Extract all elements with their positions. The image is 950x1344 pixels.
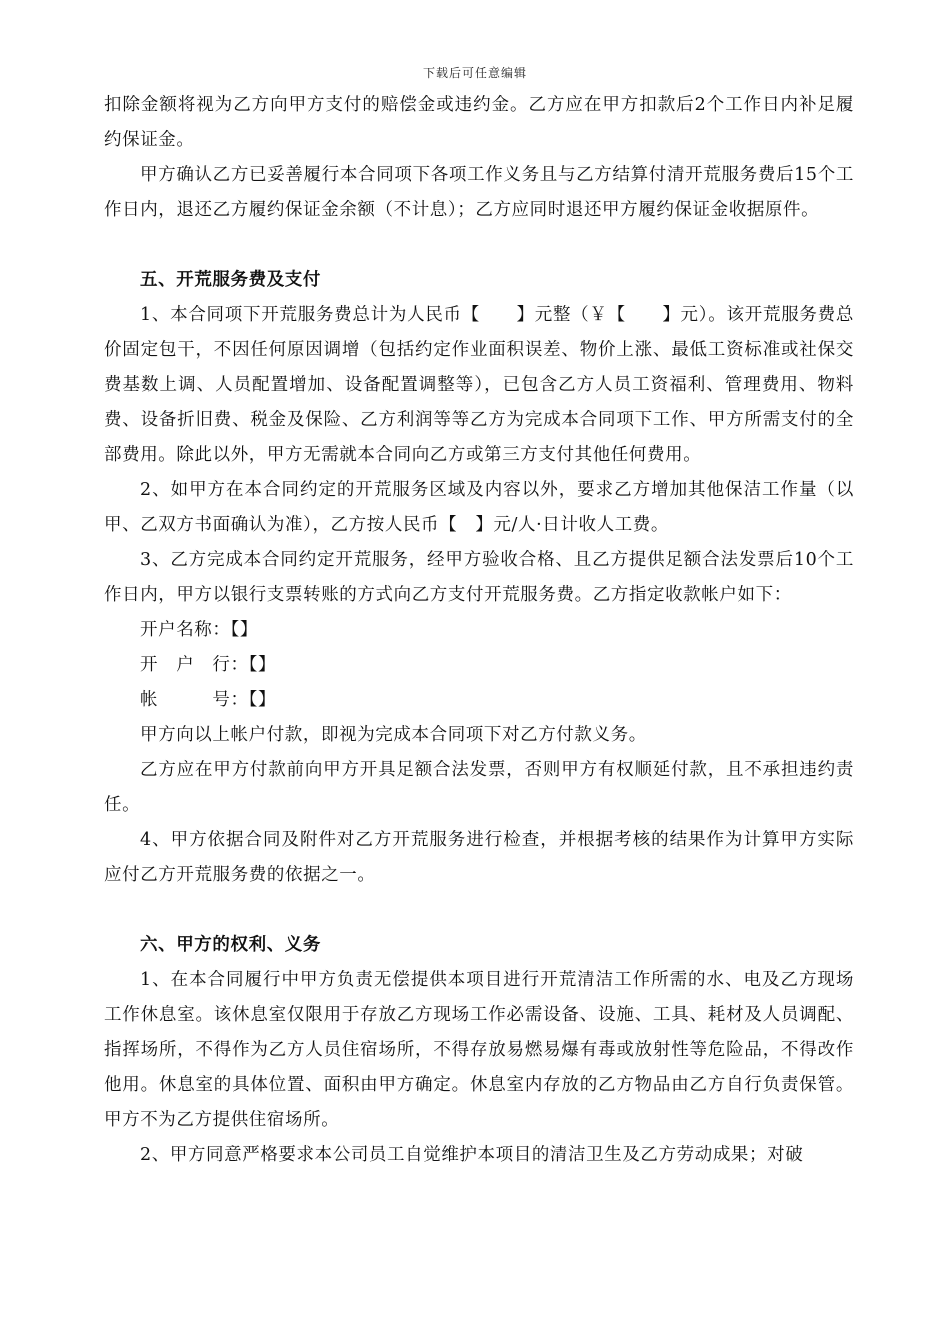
paragraph: 甲方向以上帐户付款，即视为完成本合同项下对乙方付款义务。 <box>140 725 647 745</box>
clause: 3、乙方完成本合同约定开荒服务，经甲方验收合格、且乙方提供足额合法发票后10个工作日内，甲方以银行支票转账的方式向乙方支付开荒服务费。乙方指定收款帐户如下： <box>104 550 854 605</box>
clause: 1、本合同项下开荒服务费总计为人民币【 】元整（￥【 】元）。该开荒服务费总价固定包干，不因任何原因调增（包括约定作业面积误差、物价上涨、最低工资标准或社保交费基数上调、人员配置增加、设备配置调整等），已包含乙方人员工资福利、管理费用、物料费、设备折旧费、税金及保险、乙方利润等等乙方为完成本合同项下工作、甲方所需支付的全部费用。除此以外，甲方无需就本合同向乙方或第三方支付其他任何费用。 <box>104 305 854 465</box>
account-bank-line: 开 户 行：【】 <box>140 655 277 675</box>
page-header-note: 下载后可任意编辑 <box>422 66 527 80</box>
account-number-line: 帐 号：【】 <box>140 690 277 710</box>
clause: 2、甲方同意严格要求本公司员工自觉维护本项目的清洁卫生及乙方劳动成果；对破 <box>140 1145 804 1165</box>
clause: 2、如甲方在本合同约定的开荒服务区域及内容以外，要求乙方增加其他保洁工作量（以甲、乙双方书面确认为准），乙方按人民币【 】元/人·日计收人工费。 <box>104 480 854 535</box>
clause: 1、在本合同履行中甲方负责无偿提供本项目进行开荒清洁工作所需的水、电及乙方现场工作休息室。该休息室仅限用于存放乙方现场工作必需设备、设施、工具、耗材及人员调配、指挥场所，不得作为乙方人员住宿场所，不得存放易燃易爆有毒或放射性等危险品，不得改作他用。休息室的具体位置、面积由甲方确定。休息室内存放的乙方物品由乙方自行负责保管。甲方不为乙方提供住宿场所。 <box>104 970 854 1130</box>
clause: 4、甲方依据合同及附件对乙方开荒服务进行检查，并根据考核的结果作为计算甲方实际应付乙方开荒服务费的依据之一。 <box>104 830 854 885</box>
paragraph: 甲方确认乙方已妥善履行本合同项下各项工作义务且与乙方结算付清开荒服务费后15个工作日内，退还乙方履约保证金余额（不计息）；乙方应同时退还甲方履约保证金收据原件。 <box>104 165 854 220</box>
section-heading: 六、甲方的权利、义务 <box>140 935 321 955</box>
paragraph: 扣除金额将视为乙方向甲方支付的赔偿金或违约金。乙方应在甲方扣款后2个工作日内补足履约保证金。 <box>104 95 854 150</box>
account-name-line: 开户名称：【】 <box>140 620 258 640</box>
section-heading: 五、开荒服务费及支付 <box>140 270 321 290</box>
document-body <box>104 88 854 1173</box>
paragraph: 乙方应在甲方付款前向甲方开具足额合法发票，否则甲方有权顺延付款，且不承担违约责任。 <box>104 760 854 815</box>
